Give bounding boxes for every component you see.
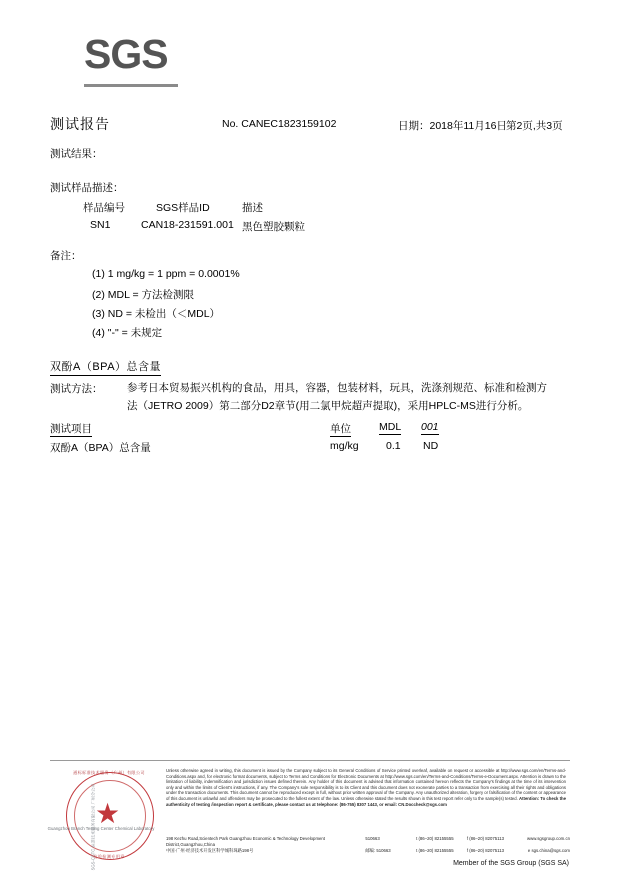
result-col-header-unit: 单位 — [330, 423, 351, 435]
address-cn: 中国·广州·经济技术开发区科学城科珠路198号 — [166, 848, 254, 854]
seal-side-left-text: SGS-CSTC 标准技术服务有限公司 广州分公司 — [90, 783, 96, 871]
report-reference: No. CANEC1823159102 — [222, 118, 337, 130]
fax-en: f (86–20) 82075113 — [466, 836, 505, 841]
sgs-logo-text: SGS — [84, 31, 168, 77]
result-col-header-item: 测试项目 — [50, 423, 92, 435]
report-date: 日期：2018年11月16日 — [398, 120, 507, 132]
postcode-cn: 邮编: 510663 — [365, 848, 391, 854]
remark-item: (4) "-" = 未规定 — [92, 327, 163, 339]
legal-body-text: Unless otherwise agreed in writing, this document is issued by the Company subject to its General Conditions of Service printed overleaf, available on request or accessible at http://www.sgs.com/en/Terms-and-Conditions.aspx and, for electronic format documents, subject to Terms and Conditions for Electronic Documents at http://www.sgs.com/en/Terms-and-Conditions/Terms-e-Document.aspx. Attention is drawn to the limitation of liability, indemnification and jurisdiction issues defined therein. Any holder of this document is advised that information contained hereon reflects the Company's findings at the time of its intervention only and within the limits of Client's instructions, if any. The Company's sole responsibility is to its Client and this document does not exonerate parties to a transaction from exercising all their rights and obligations under the transaction documents. This document cannot be reproduced except in full, without prior written approval of the Company. Any unauthorized alteration, forgery or falsification of the content or appearance of this document is unlawful and offenders may be prosecuted to the fullest extent of the law. Unless otherwise stated the results shown in this test report refer only to the sample(s) tested. — [166, 768, 566, 801]
seal-arc-top-text: 通标标准技术服务（广州）有限公司 — [73, 770, 145, 775]
address-row-en — [166, 836, 570, 848]
sgs-logo — [84, 31, 179, 77]
result-cell-mdl: 0.1 — [386, 440, 401, 452]
member-of-sgs-group: Member of the SGS Group (SGS SA) — [453, 860, 569, 867]
sample-cell-no: SN1 — [90, 219, 111, 231]
remarks-label: 备注： — [50, 250, 82, 262]
sample-col-header-id: SGS样品ID — [156, 202, 210, 214]
star-icon: ★ — [95, 798, 121, 829]
sample-col-header-no: 样品编号 — [83, 202, 125, 214]
test-method-line: 参考日本贸易振兴机构的食品，用具，容器，包装材料，玩具，洗涤剂规范、标准和检测方 — [127, 382, 547, 394]
sample-col-header-desc: 描述 — [242, 202, 263, 214]
test-method-label: 测试方法： — [50, 383, 103, 395]
result-col-header-sample: 001 — [421, 421, 439, 433]
legal-attention-email: or email: CN.Doccheck@sgs.com — [379, 801, 447, 807]
company-seal-stamp — [62, 768, 158, 871]
result-col-header-mdl: MDL — [379, 421, 402, 433]
sample-cell-id: CAN18-231591.001 — [141, 219, 234, 231]
tel-en: t (86–20) 82155555 — [416, 836, 454, 841]
seal-caption-text: Guangzhou Branch Testing Center Chemical Laboratory — [47, 826, 155, 831]
postcode-en: 510663 — [365, 836, 380, 841]
seal-arc-bottom-text: 检验检测专用章 — [93, 854, 125, 859]
address-en: 198 Kezhu Road,Scientech Park Guangzhou Economic & Technology Development District,Guangzhou,China — [166, 836, 326, 848]
remark-item: (2) MDL = 方法检测限 — [92, 289, 194, 301]
sample-cell-desc: 黑色塑胶颗粒 — [242, 221, 305, 233]
remark-item: (3) ND = 未检出（＜MDL） — [92, 308, 221, 320]
remark-item: (1) 1 mg/kg = 1 ppm = 0.0001% — [92, 268, 240, 280]
page-title: 测试报告 — [50, 116, 110, 132]
result-cell-item: 双酚A（BPA）总含量 — [50, 442, 151, 454]
legal-disclaimer — [166, 768, 566, 807]
logo-underline — [84, 84, 176, 87]
page-number: 第2页,共3页 — [506, 120, 563, 132]
website[interactable]: www.sgsgroup.com.cn — [527, 836, 570, 841]
test-method-line: 法（JETRO 2009）第二部分D2章节(用二氯甲烷超声提取)，采用HPLC-MS进行分析。 — [127, 400, 529, 412]
sample-description-label: 测试样品描述： — [50, 182, 124, 194]
result-cell-unit: mg/kg — [330, 440, 359, 452]
tel-cn: t (86–20) 82155555 — [416, 848, 454, 854]
result-cell-value: ND — [423, 440, 439, 452]
email-address[interactable]: e sgs.china@sgs.com — [527, 848, 570, 854]
section-title: 双酚A（BPA）总含量 — [50, 358, 161, 376]
footer-divider — [50, 760, 570, 761]
footer-address-block — [166, 836, 570, 855]
legal-attention-line: Attention: To check the authenticity of testing /inspection report & certificate, please contact us at telephone: (86-755) 8307 1443, — [166, 795, 566, 807]
fax-cn: f (86–20) 82075113 — [466, 848, 505, 854]
results-label: 测试结果： — [50, 148, 103, 160]
logo-underline-tail — [176, 84, 178, 87]
address-row-cn — [166, 848, 570, 854]
